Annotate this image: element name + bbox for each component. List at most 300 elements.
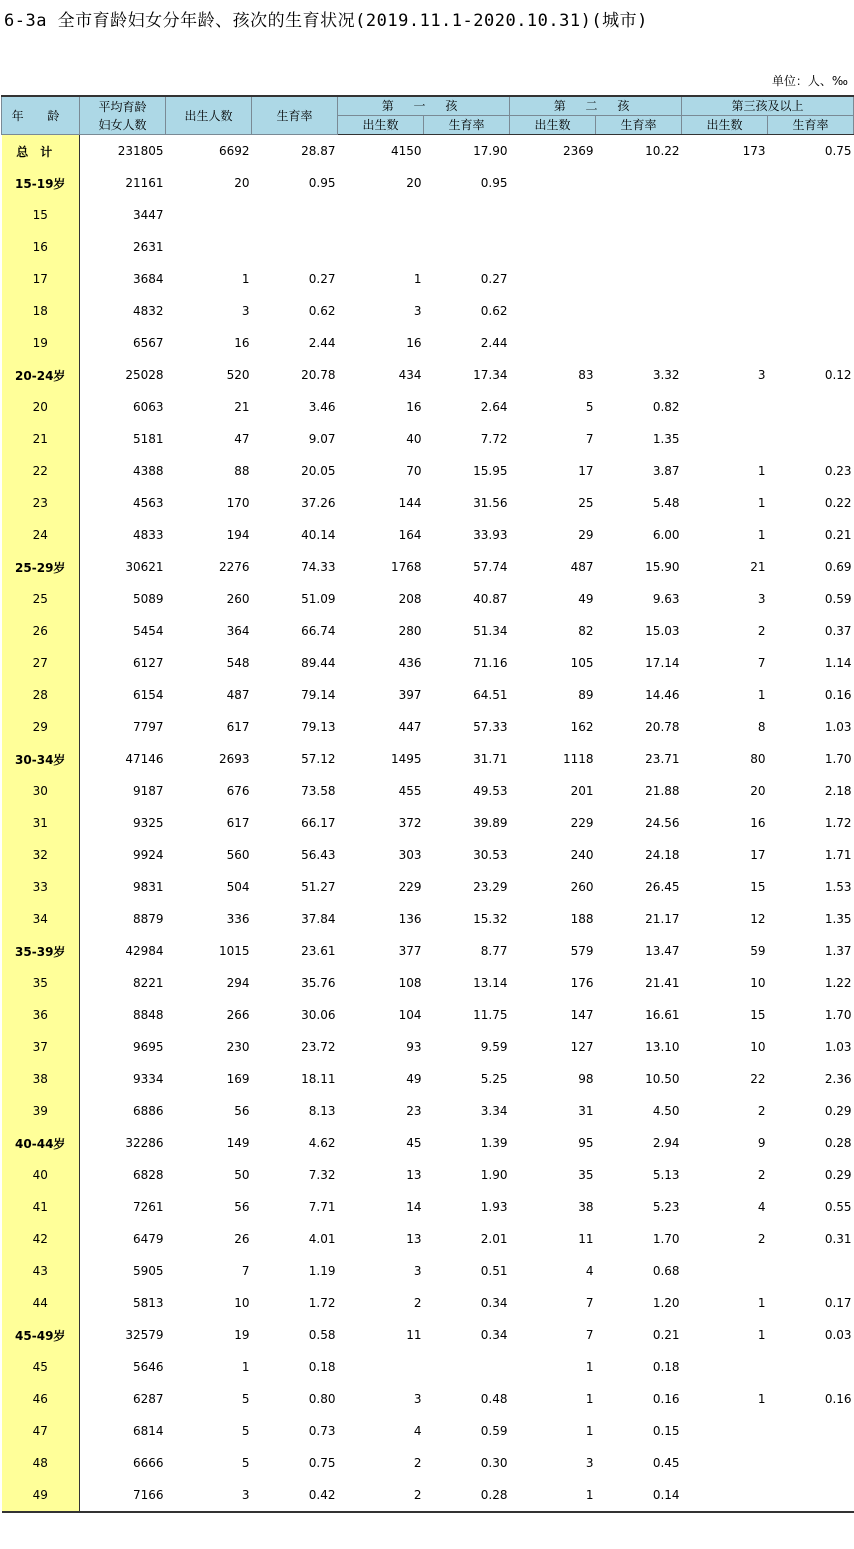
cell-rate: 20.05 bbox=[301, 464, 336, 478]
cell-third-births bbox=[682, 199, 768, 231]
cell-third-rate: 1.03 bbox=[824, 1040, 852, 1054]
cell-first-rate: 0.59 bbox=[480, 1424, 508, 1438]
cell-second-rate: 13.47 bbox=[645, 944, 680, 958]
cell-births: 26 bbox=[234, 1232, 250, 1246]
cell-third-rate: 0.23 bbox=[824, 464, 852, 478]
cell-births: 336 bbox=[226, 912, 250, 926]
cell-first-rate: 5.25 bbox=[480, 1072, 508, 1086]
cell-first-rate bbox=[424, 1351, 510, 1383]
cell-births: 266 bbox=[226, 1008, 250, 1022]
row-age-label: 40-44岁 bbox=[2, 1127, 80, 1159]
cell-third-rate: 0.16 bbox=[824, 688, 852, 702]
cell-first-births: 45 bbox=[406, 1136, 422, 1150]
cell-third-births: 10 bbox=[750, 976, 766, 990]
cell-first-births bbox=[338, 231, 424, 263]
row-age-label: 19 bbox=[2, 327, 80, 359]
table-row bbox=[2, 839, 854, 871]
header-women-line2: 妇女人数 bbox=[98, 117, 147, 132]
header-second-rate: 生育率 bbox=[596, 116, 682, 135]
cell-third-births: 80 bbox=[750, 752, 766, 766]
cell-first-births: 16 bbox=[406, 336, 422, 350]
cell-rate: 18.11 bbox=[301, 1072, 336, 1086]
cell-women: 5181 bbox=[132, 432, 164, 446]
cell-second-births: 5 bbox=[585, 400, 594, 414]
cell-rate: 1.72 bbox=[308, 1296, 336, 1310]
cell-second-rate: 10.22 bbox=[645, 144, 680, 158]
row-age-label: 41 bbox=[2, 1191, 80, 1223]
cell-third-births bbox=[682, 1479, 768, 1512]
cell-second-births: 4 bbox=[585, 1264, 594, 1278]
cell-births: 56 bbox=[234, 1200, 250, 1214]
cell-rate: 37.84 bbox=[301, 912, 336, 926]
table-row bbox=[2, 231, 854, 263]
cell-first-births: 4 bbox=[413, 1424, 422, 1438]
table-header bbox=[2, 96, 854, 135]
cell-third-births: 1 bbox=[757, 496, 766, 510]
cell-first-rate: 11.75 bbox=[473, 1008, 508, 1022]
table-row bbox=[2, 1095, 854, 1127]
cell-rate: 74.33 bbox=[301, 560, 336, 574]
cell-first-rate bbox=[424, 199, 510, 231]
cell-first-births: 1495 bbox=[390, 752, 422, 766]
cell-first-births: 16 bbox=[406, 400, 422, 414]
cell-third-births: 1 bbox=[757, 688, 766, 702]
cell-women: 6814 bbox=[132, 1424, 164, 1438]
row-age-label: 23 bbox=[2, 487, 80, 519]
cell-first-births: 13 bbox=[406, 1168, 422, 1182]
table-row bbox=[2, 1127, 854, 1159]
cell-women: 9187 bbox=[132, 784, 164, 798]
cell-births: 56 bbox=[234, 1104, 250, 1118]
cell-second-births: 29 bbox=[578, 528, 594, 542]
table-row bbox=[2, 935, 854, 967]
cell-third-births: 1 bbox=[757, 528, 766, 542]
cell-births: 617 bbox=[226, 720, 250, 734]
cell-third-rate: 0.29 bbox=[824, 1104, 852, 1118]
cell-second-births: 147 bbox=[570, 1008, 594, 1022]
cell-second-births: 89 bbox=[578, 688, 594, 702]
cell-women: 5813 bbox=[132, 1296, 164, 1310]
cell-first-births: 377 bbox=[398, 944, 422, 958]
cell-first-rate: 39.89 bbox=[473, 816, 508, 830]
table-row bbox=[2, 1287, 854, 1319]
cell-first-births: 447 bbox=[398, 720, 422, 734]
cell-third-rate bbox=[768, 167, 854, 199]
cell-rate: 51.27 bbox=[301, 880, 336, 894]
table-row bbox=[2, 871, 854, 903]
cell-births: 1 bbox=[241, 1360, 250, 1374]
cell-first-rate: 8.77 bbox=[480, 944, 508, 958]
cell-women: 8221 bbox=[132, 976, 164, 990]
cell-third-rate bbox=[768, 1447, 854, 1479]
cell-third-rate: 0.69 bbox=[824, 560, 852, 574]
cell-third-rate: 2.36 bbox=[824, 1072, 852, 1086]
cell-women: 47146 bbox=[125, 752, 164, 766]
cell-third-births bbox=[682, 263, 768, 295]
table-row bbox=[2, 775, 854, 807]
cell-second-rate: 26.45 bbox=[645, 880, 680, 894]
cell-births: 7 bbox=[241, 1264, 250, 1278]
cell-women: 6127 bbox=[132, 656, 164, 670]
cell-third-births: 20 bbox=[750, 784, 766, 798]
cell-women: 42984 bbox=[125, 944, 164, 958]
cell-births: 194 bbox=[226, 528, 250, 542]
table-row bbox=[2, 967, 854, 999]
cell-third-births: 1 bbox=[757, 1296, 766, 1310]
cell-first-rate: 15.32 bbox=[473, 912, 508, 926]
cell-third-births: 3 bbox=[757, 368, 766, 382]
header-births: 出生人数 bbox=[166, 96, 252, 135]
page-title: 6-3a 全市育龄妇女分年龄、孩次的生育状况(2019.11.1-2020.10.31)(城市) bbox=[4, 11, 648, 31]
cell-third-rate: 0.75 bbox=[824, 144, 852, 158]
table-row bbox=[2, 647, 854, 679]
table-row bbox=[2, 903, 854, 935]
cell-first-rate: 2.01 bbox=[480, 1232, 508, 1246]
cell-first-rate: 31.71 bbox=[473, 752, 508, 766]
row-age-label: 26 bbox=[2, 615, 80, 647]
cell-rate: 4.01 bbox=[308, 1232, 336, 1246]
table-row bbox=[2, 1479, 854, 1512]
cell-third-births: 59 bbox=[750, 944, 766, 958]
cell-second-births: 229 bbox=[570, 816, 594, 830]
cell-third-births: 2 bbox=[757, 1168, 766, 1182]
table-row bbox=[2, 519, 854, 551]
cell-second-births: 1118 bbox=[562, 752, 594, 766]
cell-second-births bbox=[510, 231, 596, 263]
cell-second-births: 7 bbox=[585, 1328, 594, 1342]
cell-third-rate: 0.37 bbox=[824, 624, 852, 638]
cell-rate: 3.46 bbox=[308, 400, 336, 414]
cell-second-rate: 5.23 bbox=[652, 1200, 680, 1214]
cell-first-births: 49 bbox=[406, 1072, 422, 1086]
cell-third-births: 8 bbox=[757, 720, 766, 734]
cell-third-births bbox=[682, 391, 768, 423]
row-age-label: 24 bbox=[2, 519, 80, 551]
cell-third-births bbox=[682, 1415, 768, 1447]
cell-births: 487 bbox=[226, 688, 250, 702]
cell-second-rate: 0.14 bbox=[596, 1479, 682, 1512]
table-row bbox=[2, 167, 854, 199]
table-row bbox=[2, 711, 854, 743]
cell-second-rate: 1.35 bbox=[652, 432, 680, 446]
cell-first-births: 104 bbox=[398, 1008, 422, 1022]
cell-women: 6886 bbox=[132, 1104, 164, 1118]
cell-second-rate: 13.10 bbox=[645, 1040, 680, 1054]
cell-first-rate: 17.90 bbox=[473, 144, 508, 158]
row-age-label: 46 bbox=[2, 1383, 80, 1415]
cell-rate: 0.58 bbox=[308, 1328, 336, 1342]
cell-first-rate: 0.27 bbox=[480, 272, 508, 286]
cell-second-births bbox=[510, 295, 596, 327]
cell-births: 19 bbox=[234, 1328, 250, 1342]
cell-births: 2693 bbox=[218, 752, 250, 766]
cell-rate: 79.14 bbox=[301, 688, 336, 702]
table-row bbox=[2, 679, 854, 711]
cell-rate: 57.12 bbox=[301, 752, 336, 766]
cell-first-births: 455 bbox=[398, 784, 422, 798]
cell-first-births: 372 bbox=[398, 816, 422, 830]
cell-first-rate: 7.72 bbox=[480, 432, 508, 446]
cell-third-births: 2 bbox=[757, 1232, 766, 1246]
cell-third-rate: 0.29 bbox=[824, 1168, 852, 1182]
cell-births: 170 bbox=[226, 496, 250, 510]
cell-second-births: 82 bbox=[578, 624, 594, 638]
row-age-label: 29 bbox=[2, 711, 80, 743]
table-row bbox=[2, 1223, 854, 1255]
cell-second-births: 240 bbox=[570, 848, 594, 862]
cell-second-births: 579 bbox=[570, 944, 594, 958]
cell-third-births: 15 bbox=[750, 880, 766, 894]
header-first-births: 出生数 bbox=[338, 116, 424, 135]
table-row bbox=[2, 1255, 854, 1287]
cell-births: 504 bbox=[226, 880, 250, 894]
row-age-label: 17 bbox=[2, 263, 80, 295]
cell-first-births: 2 bbox=[338, 1479, 424, 1512]
cell-first-rate: 2.64 bbox=[480, 400, 508, 414]
cell-births: 21 bbox=[234, 400, 250, 414]
table-row bbox=[2, 551, 854, 583]
cell-second-rate: 0.15 bbox=[652, 1424, 680, 1438]
row-age-label: 28 bbox=[2, 679, 80, 711]
cell-third-births: 2 bbox=[757, 624, 766, 638]
cell-births bbox=[166, 199, 252, 231]
cell-second-births: 83 bbox=[578, 368, 594, 382]
cell-rate: 56.43 bbox=[301, 848, 336, 862]
cell-women: 4563 bbox=[132, 496, 164, 510]
row-age-label: 45 bbox=[2, 1351, 80, 1383]
cell-first-rate: 64.51 bbox=[473, 688, 508, 702]
cell-women: 32286 bbox=[125, 1136, 164, 1150]
cell-first-rate: 23.29 bbox=[473, 880, 508, 894]
cell-births: 5 bbox=[241, 1456, 250, 1470]
cell-women: 5454 bbox=[132, 624, 164, 638]
cell-second-rate: 9.63 bbox=[652, 592, 680, 606]
cell-women: 3684 bbox=[132, 272, 164, 286]
cell-second-rate: 1.70 bbox=[652, 1232, 680, 1246]
cell-births: 548 bbox=[226, 656, 250, 670]
cell-first-rate: 30.53 bbox=[473, 848, 508, 862]
cell-third-births: 21 bbox=[750, 560, 766, 574]
cell-second-births bbox=[510, 327, 596, 359]
cell-second-rate: 21.17 bbox=[645, 912, 680, 926]
cell-rate: 0.18 bbox=[308, 1360, 336, 1374]
cell-second-births: 7 bbox=[585, 432, 594, 446]
row-age-label: 42 bbox=[2, 1223, 80, 1255]
cell-women: 4833 bbox=[132, 528, 164, 542]
cell-third-births: 15 bbox=[750, 1008, 766, 1022]
row-age-label: 35 bbox=[2, 967, 80, 999]
row-age-label: 48 bbox=[2, 1447, 80, 1479]
cell-third-births: 16 bbox=[750, 816, 766, 830]
cell-rate: 1.19 bbox=[308, 1264, 336, 1278]
cell-first-rate: 0.62 bbox=[480, 304, 508, 318]
cell-third-births bbox=[682, 295, 768, 327]
row-age-label: 16 bbox=[2, 231, 80, 263]
header-first-child: 第 一 孩 bbox=[338, 96, 510, 116]
cell-women: 5089 bbox=[132, 592, 164, 606]
header-first-rate: 生育率 bbox=[424, 116, 510, 135]
cell-third-births: 173 bbox=[742, 144, 766, 158]
cell-second-births: 1 bbox=[585, 1424, 594, 1438]
cell-rate: 8.13 bbox=[308, 1104, 336, 1118]
header-age: 年 龄 bbox=[2, 96, 80, 135]
table-row bbox=[2, 391, 854, 423]
row-age-label: 40 bbox=[2, 1159, 80, 1191]
cell-second-births: 1 bbox=[585, 1392, 594, 1406]
cell-births: 520 bbox=[226, 368, 250, 382]
cell-births: 10 bbox=[234, 1296, 250, 1310]
header-third-births: 出生数 bbox=[682, 116, 768, 135]
cell-women: 9695 bbox=[132, 1040, 164, 1054]
cell-first-rate: 0.48 bbox=[480, 1392, 508, 1406]
row-age-label: 34 bbox=[2, 903, 80, 935]
cell-women: 4832 bbox=[132, 304, 164, 318]
cell-third-births: 7 bbox=[757, 656, 766, 670]
cell-second-births bbox=[510, 199, 596, 231]
cell-births: 88 bbox=[234, 464, 250, 478]
cell-rate: 7.71 bbox=[308, 1200, 336, 1214]
cell-third-rate: 0.16 bbox=[824, 1392, 852, 1406]
cell-first-births: 229 bbox=[398, 880, 422, 894]
cell-third-rate: 0.28 bbox=[824, 1136, 852, 1150]
cell-third-rate: 0.31 bbox=[824, 1232, 852, 1246]
cell-births: 364 bbox=[226, 624, 250, 638]
cell-births bbox=[166, 231, 252, 263]
cell-third-rate bbox=[768, 199, 854, 231]
cell-first-births: 208 bbox=[398, 592, 422, 606]
cell-first-births: 70 bbox=[406, 464, 422, 478]
row-age-label: 44 bbox=[2, 1287, 80, 1319]
cell-third-rate bbox=[768, 1255, 854, 1287]
cell-second-rate: 14.46 bbox=[645, 688, 680, 702]
cell-rate: 0.62 bbox=[308, 304, 336, 318]
cell-women: 7261 bbox=[132, 1200, 164, 1214]
cell-first-rate: 33.93 bbox=[473, 528, 508, 542]
row-age-label: 49 bbox=[2, 1479, 80, 1512]
cell-first-births: 3 bbox=[413, 1264, 422, 1278]
cell-third-rate: 0.55 bbox=[824, 1200, 852, 1214]
cell-first-births: 93 bbox=[406, 1040, 422, 1054]
table-row bbox=[2, 487, 854, 519]
cell-second-rate: 17.14 bbox=[645, 656, 680, 670]
cell-women: 7797 bbox=[132, 720, 164, 734]
cell-women: 9334 bbox=[132, 1072, 164, 1086]
cell-second-rate: 0.18 bbox=[652, 1360, 680, 1374]
cell-second-births: 162 bbox=[570, 720, 594, 734]
cell-rate: 7.32 bbox=[308, 1168, 336, 1182]
table-row bbox=[2, 295, 854, 327]
cell-births: 149 bbox=[226, 1136, 250, 1150]
cell-first-rate: 57.33 bbox=[473, 720, 508, 734]
cell-rate: 66.17 bbox=[301, 816, 336, 830]
cell-women: 3447 bbox=[132, 208, 164, 222]
cell-third-births: 1 bbox=[757, 1328, 766, 1342]
row-age-label: 47 bbox=[2, 1415, 80, 1447]
cell-third-births bbox=[682, 1447, 768, 1479]
cell-first-rate: 13.14 bbox=[473, 976, 508, 990]
cell-rate: 0.27 bbox=[308, 272, 336, 286]
row-age-label: 15 bbox=[2, 199, 80, 231]
cell-births: 5 bbox=[241, 1424, 250, 1438]
cell-rate: 30.06 bbox=[301, 1008, 336, 1022]
header-second-births: 出生数 bbox=[510, 116, 596, 135]
cell-second-births: 176 bbox=[570, 976, 594, 990]
cell-third-rate bbox=[768, 391, 854, 423]
cell-first-births: 1768 bbox=[390, 560, 422, 574]
cell-women: 9924 bbox=[132, 848, 164, 862]
row-age-label: 25-29岁 bbox=[2, 551, 80, 583]
cell-third-births bbox=[682, 423, 768, 455]
cell-rate: 66.74 bbox=[301, 624, 336, 638]
row-age-label: 27 bbox=[2, 647, 80, 679]
cell-first-births: 397 bbox=[398, 688, 422, 702]
row-age-label: 33 bbox=[2, 871, 80, 903]
cell-first-births: 1 bbox=[413, 272, 422, 286]
cell-women: 4388 bbox=[132, 464, 164, 478]
cell-second-births: 17 bbox=[578, 464, 594, 478]
table-body bbox=[2, 135, 854, 1513]
cell-rate: 23.72 bbox=[301, 1040, 336, 1054]
header-third-rate: 生育率 bbox=[768, 116, 854, 135]
cell-second-births bbox=[510, 167, 596, 199]
cell-second-births: 3 bbox=[585, 1456, 594, 1470]
cell-first-rate: 51.34 bbox=[473, 624, 508, 638]
cell-births: 47 bbox=[234, 432, 250, 446]
cell-first-births bbox=[338, 1351, 424, 1383]
cell-second-rate bbox=[596, 327, 682, 359]
row-age-label: 25 bbox=[2, 583, 80, 615]
cell-second-rate: 20.78 bbox=[645, 720, 680, 734]
cell-first-rate: 0.51 bbox=[480, 1264, 508, 1278]
cell-second-rate: 3.87 bbox=[652, 464, 680, 478]
cell-third-rate bbox=[768, 263, 854, 295]
table-row bbox=[2, 263, 854, 295]
cell-third-rate: 1.53 bbox=[824, 880, 852, 894]
cell-rate: 0.42 bbox=[252, 1479, 338, 1512]
cell-rate: 89.44 bbox=[301, 656, 336, 670]
header-women bbox=[80, 96, 166, 135]
cell-rate: 73.58 bbox=[301, 784, 336, 798]
cell-women: 5646 bbox=[132, 1360, 164, 1374]
cell-first-rate: 0.34 bbox=[480, 1328, 508, 1342]
row-age-label: 36 bbox=[2, 999, 80, 1031]
cell-rate: 51.09 bbox=[301, 592, 336, 606]
cell-second-rate bbox=[596, 231, 682, 263]
cell-second-births: 1 bbox=[585, 1360, 594, 1374]
row-age-label: 20 bbox=[2, 391, 80, 423]
cell-women: 5905 bbox=[132, 1264, 164, 1278]
table-row bbox=[2, 199, 854, 231]
cell-rate bbox=[252, 199, 338, 231]
cell-second-rate: 10.50 bbox=[645, 1072, 680, 1086]
cell-births: 617 bbox=[226, 816, 250, 830]
cell-women: 6063 bbox=[132, 400, 164, 414]
row-age-label: 45-49岁 bbox=[2, 1319, 80, 1351]
row-age-label: 22 bbox=[2, 455, 80, 487]
cell-third-births: 17 bbox=[750, 848, 766, 862]
cell-second-rate: 0.21 bbox=[652, 1328, 680, 1342]
table-row bbox=[2, 615, 854, 647]
cell-women: 25028 bbox=[125, 368, 164, 382]
cell-first-births: 2 bbox=[413, 1296, 422, 1310]
cell-second-rate bbox=[596, 263, 682, 295]
cell-first-rate: 31.56 bbox=[473, 496, 508, 510]
cell-first-births: 280 bbox=[398, 624, 422, 638]
cell-women: 6287 bbox=[132, 1392, 164, 1406]
table-row bbox=[2, 1447, 854, 1479]
cell-second-rate: 5.48 bbox=[652, 496, 680, 510]
cell-rate: 0.80 bbox=[308, 1392, 336, 1406]
